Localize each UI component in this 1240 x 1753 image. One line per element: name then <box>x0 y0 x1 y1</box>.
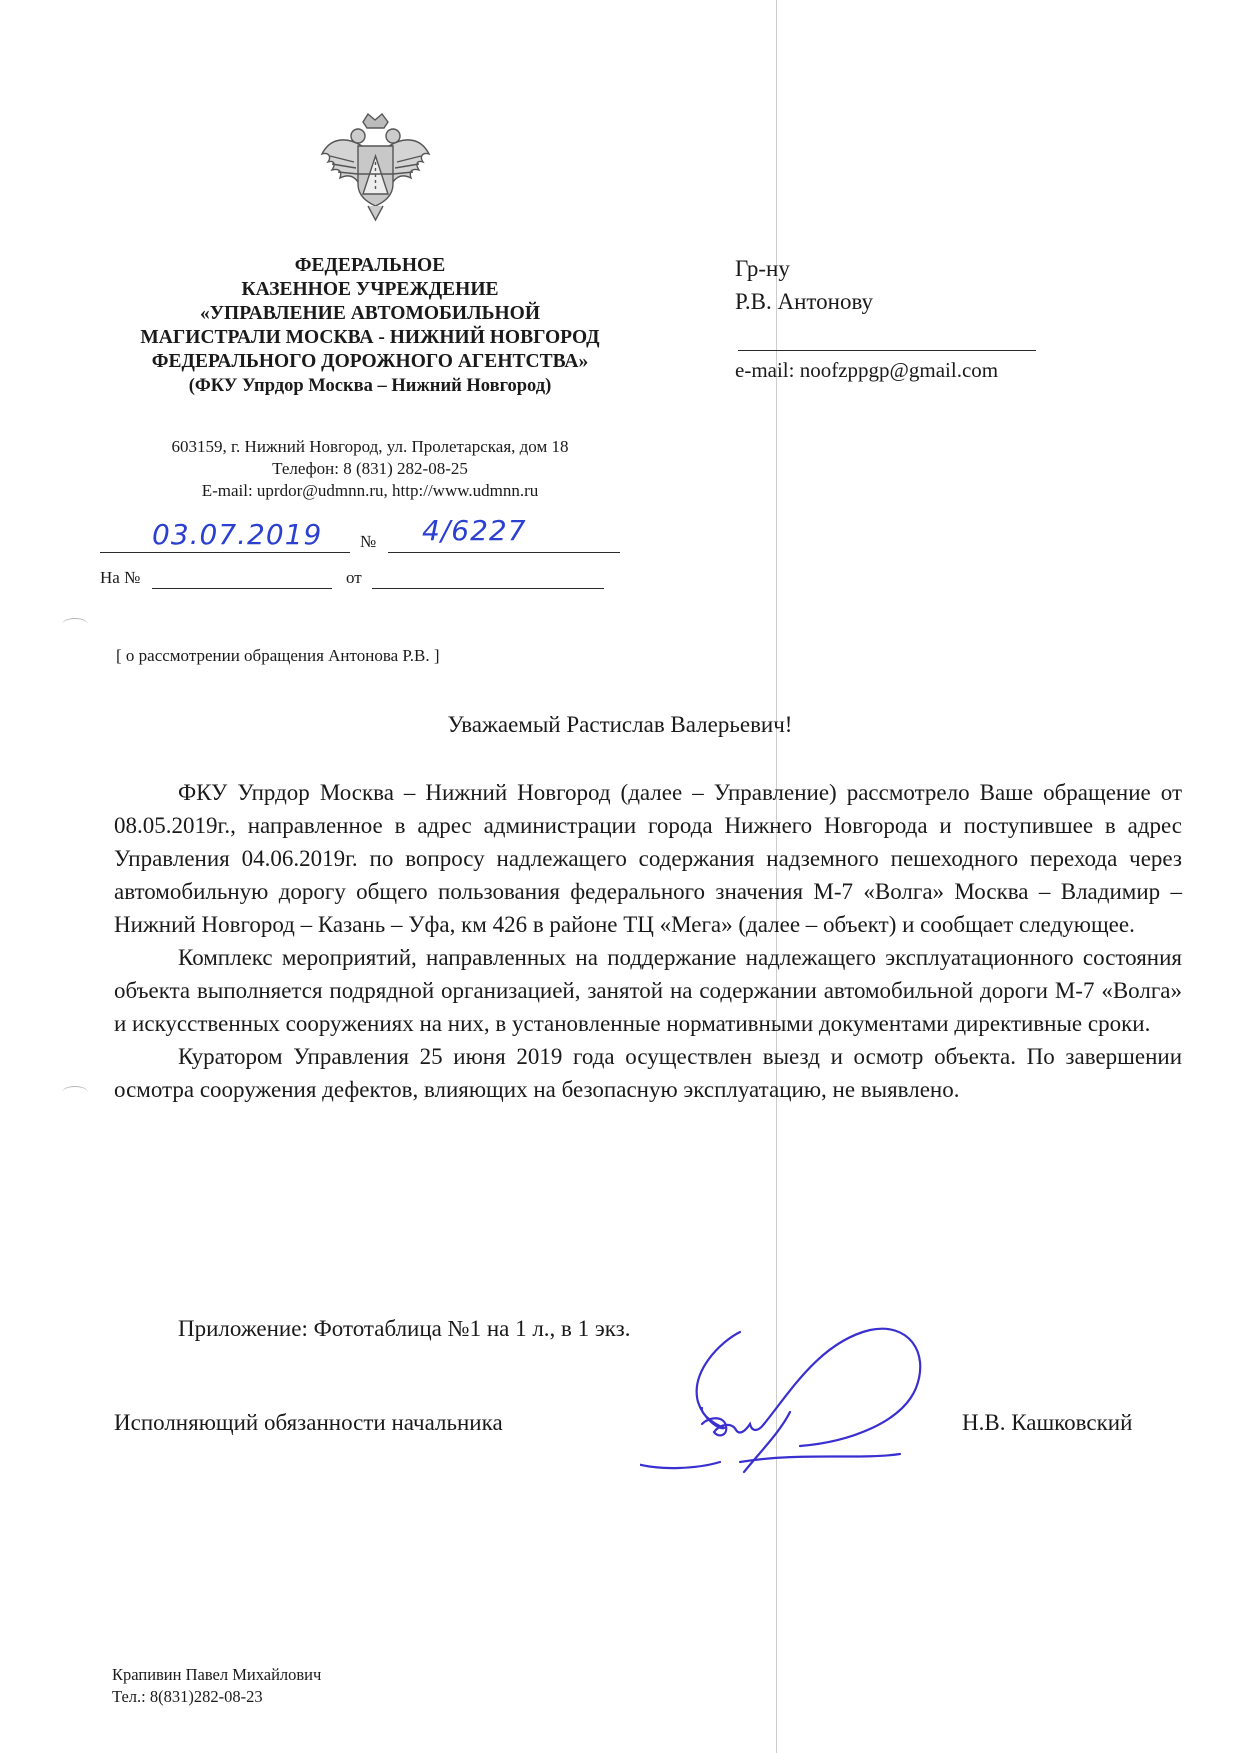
attachment-note: Приложение: Фототаблица №1 на 1 л., в 1 экз. <box>178 1316 631 1341</box>
org-phone: Телефон: 8 (831) 282-08-25 <box>272 459 468 478</box>
org-line: КАЗЕННОЕ УЧРЕЖДЕНИЕ <box>241 279 499 300</box>
punch-hole-mark <box>62 1086 88 1099</box>
signatory-position: Исполняющий обязанности начальника <box>114 1410 503 1435</box>
recipient-salutation: Гр-ну <box>735 256 790 281</box>
reply-date-line <box>372 588 604 589</box>
executor-name: Крапивин Павел Михайлович <box>112 1665 322 1684</box>
body-paragraph: ФКУ Упрдор Москва – Нижний Новгород (далее – Управление) рассмотрело Ваше обращение от 08.05.2019г., направленное в адрес администрации города Нижнего Новгорода и поступившее в адрес Управления 04.06.2019г. по вопросу надлежащего содержания надземного пешеходного перехода через автомобильную дорогу общего пользования федерального значения М-7 «Волга» Москва – Владимир – Нижний Новгород – Казань – Уфа, км 426 в районе ТЦ «Мега» (далее – объект) и сообщает следующее. <box>114 780 1182 937</box>
number-label: № <box>360 532 377 551</box>
org-line: «УПРАВЛЕНИЕ АВТОМОБИЛЬНОЙ <box>199 303 541 324</box>
outgoing-number: 4/6227 <box>422 514 527 547</box>
org-line: (ФКУ Упрдор Москва – Нижний Новгород) <box>188 376 552 396</box>
org-email: E-mail: uprdor@udmnn.ru, http://www.udmnn.ru <box>201 481 539 500</box>
reply-number-line <box>152 588 332 589</box>
reply-from-label: от <box>346 568 362 587</box>
date-underline <box>100 552 350 553</box>
body-paragraph: Куратором Управления 25 июня 2019 года осуществлен выезд и осмотр объекта. По завершении осмотра сооружения дефектов, влияющих на безопасную эксплуатацию, не выявлено. <box>114 1044 1182 1102</box>
letter-body <box>114 776 1182 1106</box>
number-underline <box>388 552 620 553</box>
letter-subject: [ о рассмотрении обращения Антонова Р.В. ] <box>116 646 440 665</box>
signatory-name: Н.В. Кашковский <box>962 1410 1133 1435</box>
recipient-block <box>735 252 873 318</box>
org-line: ФЕДЕРАЛЬНОГО ДОРОЖНОГО АГЕНТСТВА» <box>151 351 589 372</box>
org-line: МАГИСТРАЛИ МОСКВА - НИЖНИЙ НОВГОРОД <box>140 327 600 348</box>
recipient-name: Р.В. Антонову <box>735 289 874 314</box>
recipient-email: e-mail: noofzppgp@gmail.com <box>735 358 999 382</box>
reply-reference <box>100 568 620 598</box>
org-line: ФЕДЕРАЛЬНОЕ <box>294 255 446 276</box>
greeting: Уважаемый Растислав Валерьевич! <box>447 712 793 737</box>
outgoing-registration <box>100 514 620 558</box>
org-address: 603159, г. Нижний Новгород, ул. Пролетарская, дом 18 <box>171 437 569 456</box>
punch-hole-mark <box>62 618 88 631</box>
outgoing-date: 03.07.2019 <box>152 518 323 551</box>
coat-of-arms-icon <box>318 112 433 222</box>
organization-header <box>100 254 640 398</box>
body-paragraph: Комплекс мероприятий, направленных на поддержание надлежащего эксплуатационного состояния объекта выполняется подрядной организацией, занятой на содержании автомобильной дороги М-7 «Волга» и искусственных сооружениях на них, в установленные нормативными документами директивные сроки. <box>114 945 1182 1036</box>
reply-number-label: На № <box>100 568 141 587</box>
handwritten-signature <box>640 1312 980 1482</box>
executor-block <box>112 1664 321 1708</box>
executor-phone: Тел.: 8(831)282-08-23 <box>112 1687 263 1706</box>
recipient-underline <box>738 350 1036 351</box>
organization-contacts <box>100 436 640 502</box>
